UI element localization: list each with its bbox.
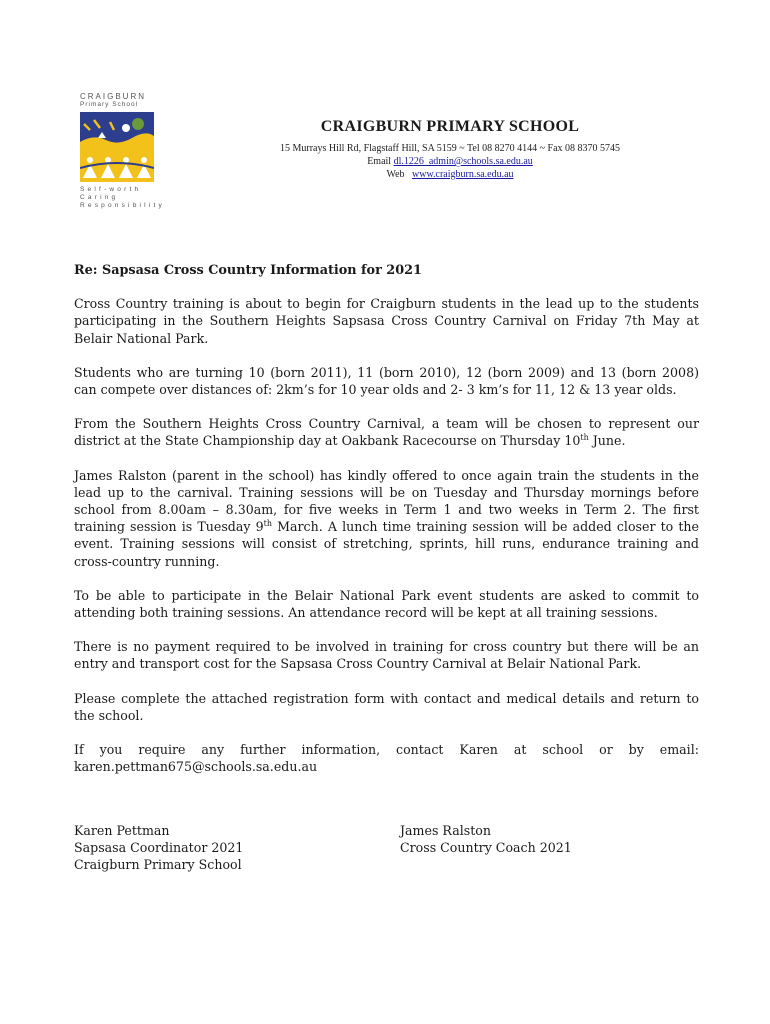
school-logo [80, 92, 165, 210]
letter-body [74, 262, 699, 792]
ordinal-suffix: th [263, 519, 272, 529]
paragraph-training-sessions-a: James Ralston (parent in the school) has kindly offered to once again train the students in the lead up to the carnival. Training sessions will be on Tuesday and Thursday mornings before school from 8.00am – 8.30am, for five weeks in Term 1 and two weeks in Term 2. The first training session is Tuesday 9 [74, 467, 699, 535]
letter-subject: Re: Sapsasa Cross Country Information for 2021 [74, 263, 422, 278]
paragraph-contact: If you require any further information, contact Karen at school or by email: karen.pettman675@schools.sa.edu.au [74, 742, 699, 775]
paragraph-eligibility: Students who are turning 10 (born 2011), 11 (born 2010), 12 (born 2009) and 13 (born 2008) can compete over distances of: 2km’s for 10 year olds and 2- 3 km’s for 11, 12 & 13 year olds. [74, 364, 699, 398]
paragraph-attendance: To be able to participate in the Belair National Park event students are asked to commit to attending both training sessions. An attendance record will be kept at all training sessions. [74, 587, 699, 621]
school-address: 15 Murrays Hill Rd, Flagstaff Hill, SA 5159 ~ Tel 08 8270 4144 ~ Fax 08 8370 5745 [279, 143, 621, 154]
paragraph-payment: There is no payment required to be involved in training for cross country but there will be an entry and transport cost for the Sapsasa Cross Country Carnival at Belair National Park. [74, 639, 699, 672]
paragraph-training-sessions [74, 467, 699, 570]
school-web-link[interactable]: www.craigburn.sa.edu.au [412, 169, 514, 180]
school-email-line [200, 155, 700, 168]
signatory-organisation: Craigburn Primary School [74, 857, 242, 873]
ordinal-suffix: th [580, 433, 589, 443]
paragraph-training-sessions-b: March. A lunch time training session will be added closer to the event. Training sessions will consist of stretching, sprints, hill runs, endurance training and cross-country running. [74, 519, 699, 569]
web-label: Web [386, 169, 405, 180]
signatory-role: Cross Country Coach 2021 [400, 840, 572, 856]
signatory-name: James Ralston [400, 823, 491, 838]
logo-values [80, 186, 165, 210]
paragraph-training-intro: Cross Country training is about to begin for Craigburn students in the lead up to the students participating in the Southern Heights Sapsasa Cross Country Carnival on Friday 7th May at Belair National Park. [74, 296, 699, 346]
school-web-line [200, 168, 700, 181]
school-email-link[interactable]: dl.1226_admin@schools.sa.edu.au [393, 156, 533, 167]
logo-emblem-icon [80, 112, 154, 182]
logo-name: CRAIGBURN [80, 92, 147, 101]
signatory-role: Sapsasa Coordinator 2021 [74, 840, 244, 856]
paragraph-state-team-b: June. [588, 433, 626, 449]
paragraph-state-team [74, 415, 699, 449]
logo-subtitle: Primary School [80, 101, 139, 108]
paragraph-registration: Please complete the attached registration form with contact and medical details and return to the school. [74, 690, 699, 723]
logo-value-caring: Caring [80, 194, 119, 201]
logo-value-responsibility: Responsibility [80, 202, 165, 209]
letterhead [200, 118, 700, 181]
paragraph-state-team-a: From the Southern Heights Cross Country Carnival, a team will be chosen to represent our district at the State Championship day at Oakbank Racecourse on Thursday 10 [74, 416, 699, 449]
school-name: CRAIGBURN PRIMARY SCHOOL [320, 118, 580, 135]
signatory-name: Karen Pettman [74, 823, 170, 838]
logo-value-self-worth: Self-worth [80, 186, 142, 193]
signature-right [400, 822, 572, 856]
signature-left [74, 822, 243, 874]
email-label: Email [367, 156, 392, 167]
